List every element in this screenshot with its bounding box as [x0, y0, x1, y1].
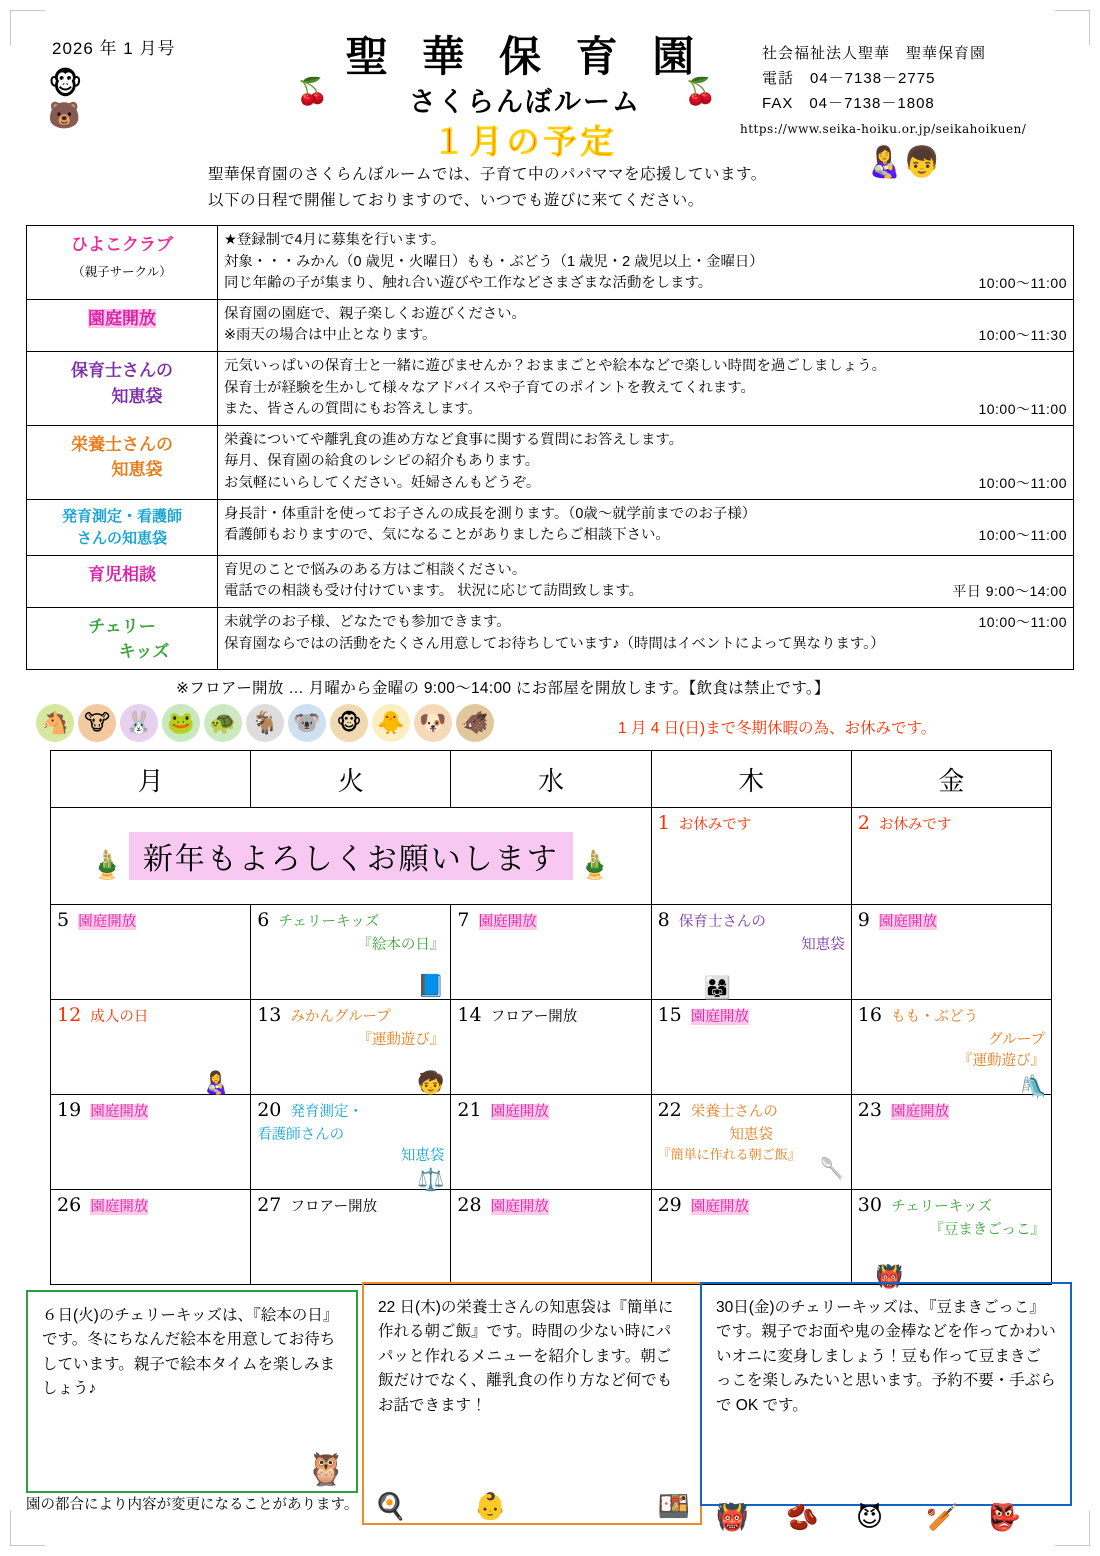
telephone: 電話 04－7138－2775: [762, 70, 936, 87]
new-year-greeting: 新年もよろしくお願いします: [129, 832, 573, 880]
calendar-day-number: 27: [257, 1194, 282, 1216]
calendar-event: 知恵袋: [729, 1127, 773, 1144]
calendar-event: 園庭開放: [90, 1199, 149, 1215]
calendar-event: チェリーキッズ: [891, 1199, 992, 1215]
club-stick-icon: 🏏: [926, 1502, 959, 1532]
mother-child-icon: 👩‍🍼: [202, 1070, 231, 1095]
program-line: 看護師もおりますので、気になることがありましたらご相談下さい。: [224, 527, 670, 544]
program-line: また、皆さんの質問にもお答えします。: [224, 401, 482, 418]
program-line: お気軽にいらしてください。妊婦さんもどうぞ。: [224, 475, 541, 492]
calendar-day-cell: [851, 905, 1051, 1000]
calendar-day-cell: [851, 1000, 1051, 1099]
issue-date: 2026 年 1 月号: [52, 39, 176, 58]
program-line: 未就学のお子様、どなたでも参加できます。: [224, 613, 511, 630]
calendar-event: みかんグループ: [290, 1009, 391, 1025]
calendar-day-number: 19: [57, 1099, 82, 1121]
animal-icon-rabbit: 🐰: [120, 704, 158, 742]
calendar-weekday-fri: 金: [851, 751, 1051, 808]
calendar-day-number: 7: [457, 909, 470, 931]
program-line: 育児のことで悩みのある方はご相談ください。: [224, 561, 527, 578]
calendar-event: 園庭開放: [490, 1199, 549, 1215]
program-body-eiyoshi: [218, 425, 1074, 499]
program-time: 10:00～11:00: [978, 275, 1067, 292]
program-body-cherry: [218, 607, 1074, 669]
beans-icon: 🫘: [786, 1502, 819, 1532]
program-body-enteikaiho: [218, 299, 1074, 351]
calendar-week-2: [51, 905, 1052, 1000]
spoon-icon: 🥄: [819, 1158, 845, 1180]
calendar-event: 『簡単に作れる朝ご飯』: [657, 1147, 801, 1163]
program-time: 10:00～11:00: [978, 475, 1067, 492]
program-body-hiyoko: [218, 226, 1074, 300]
crop-mark-top-left: [10, 10, 45, 45]
table-row: [27, 607, 1074, 669]
calendar-day-cell: [451, 1000, 651, 1095]
table-row: [27, 499, 1074, 555]
room-name: さくらんぼルーム: [409, 87, 641, 117]
meal-tray-icon: 🍱: [657, 1491, 690, 1521]
calendar-day-number: 13: [257, 1004, 282, 1026]
calendar-event: フロアー開放: [290, 1199, 378, 1215]
crop-mark-bottom-right: [1055, 1511, 1090, 1546]
intro-line-2: 以下の日程で開催しておりますので、いつでも遊びに来てください。: [208, 192, 704, 209]
calendar-day-cell: [451, 905, 651, 1000]
calendar-event: 知恵袋: [400, 1148, 445, 1165]
animal-icon-koala: 🐨: [288, 704, 326, 742]
program-line: 保育園ならではの活動をたくさん用意してお待ちしています♪（時間はイベントによって異なります。）: [224, 635, 885, 652]
scale-measure-icon: ⚖️: [416, 1167, 445, 1192]
calendar-day-cell: [651, 1095, 851, 1190]
calendar-event: チェリーキッズ: [278, 914, 380, 930]
picture-book-icon: 📘: [416, 973, 445, 998]
calendar-day-cell: [51, 905, 251, 1000]
page-title: 聖 華 保 育 園: [345, 32, 705, 81]
calendar-day-cell: [651, 905, 851, 1000]
calendar-event: 成人の日: [90, 1009, 149, 1025]
calendar-day-cell: [451, 1190, 651, 1285]
calendar-event: 園庭開放: [690, 1199, 749, 1215]
calendar-event: 園庭開放: [478, 914, 537, 930]
animal-icon-horse: 🐴: [36, 704, 74, 742]
cherry-illustration-left: 🍒: [296, 76, 329, 106]
calendar-day-number: 26: [57, 1194, 82, 1216]
calendar-weekday-tue: 火: [251, 751, 451, 808]
table-row: [27, 299, 1074, 351]
oni-mask-icon-3: 👺: [988, 1502, 1021, 1532]
calendar-day-number: 21: [457, 1099, 482, 1121]
note-text: ６日(火)のチェリーキッズは、『絵本の日』です。冬にちなんだ絵本を用意してお待ちしています。親子で絵本タイムを楽しみましょう♪: [42, 1307, 339, 1398]
program-body-ikuji: [218, 555, 1074, 607]
program-label-sub: 知恵袋: [111, 460, 163, 480]
program-time: 10:00～11:00: [978, 401, 1067, 418]
calendar-day-number: 22: [657, 1099, 682, 1121]
animal-icon-cow: 🐮: [78, 704, 116, 742]
slide-play-icon: 🛝: [1019, 1074, 1047, 1099]
calendar-event: 栄養士さんの: [690, 1104, 778, 1120]
footnote: 園の都合により内容が変更になることがあります。: [26, 1497, 359, 1513]
cherry-illustration-right: 🍒: [684, 76, 717, 106]
calendar-event: 知恵袋: [801, 937, 845, 954]
program-line: 毎月、保育園の給食のレシピの紹介もあります。: [224, 453, 540, 470]
kadomatsu-icon: 🎍: [576, 849, 612, 881]
program-label-hiyoko: [27, 226, 218, 300]
note-text: 30日(金)のチェリーキッズは、『豆まきごっこ』です。親子でお面や鬼の金棒などを作ってかわいいオニに変身しましょう！豆も作って豆まきごっこを楽しみたいと思います。予約不要・手ぶらで OK です。: [716, 1299, 1056, 1414]
animal-icon-dog: 🐶: [414, 704, 452, 742]
calendar-event: フロアー開放: [490, 1009, 578, 1025]
floor-open-note: ※フロアー開放 … 月曜から金曜の 9:00～14:00 にお部屋を開放します。【飲食は禁止です。】: [176, 680, 830, 697]
program-line: ※雨天の場合は中止となります。: [224, 327, 437, 344]
website-url[interactable]: https://www.seika-hoiku.or.jp/seikahoikuen/: [740, 122, 1027, 136]
calendar-event: 発育測定・: [290, 1104, 364, 1120]
program-time: 平日 9:00～14:00: [952, 583, 1067, 600]
calendar-event: お休みです: [879, 817, 952, 833]
animal-icon-monkey: 🐵: [330, 704, 368, 742]
table-row: [27, 226, 1074, 300]
program-line: 同じ年齢の子が集まり、触れ合い遊びや工作などさまざまな活動をします。: [224, 275, 713, 292]
program-line: 保育士が経験を生かして様々なアドバイスや子育てのポイントを教えてくれます。: [224, 379, 755, 396]
program-time: 10:00～11:00: [978, 613, 1067, 630]
program-line: ★登録制で4月に募集を行います。: [224, 232, 446, 248]
calendar-day-number: 5: [57, 909, 70, 931]
crop-mark-bottom-left: [10, 1511, 45, 1546]
program-label-text: チェリー: [88, 616, 156, 636]
calendar-day-cell: [651, 1000, 851, 1095]
calendar-day-number: 28: [457, 1194, 482, 1216]
note-box-cherry-kids-30th: [700, 1282, 1072, 1532]
calendar-day-number: 16: [857, 1004, 882, 1026]
calendar-event: お休みです: [678, 817, 752, 833]
oni-mask-icon-1: 👹: [716, 1502, 749, 1532]
calendar-day-number: 1: [657, 812, 670, 834]
animal-icon-goat: 🐐: [246, 704, 284, 742]
calendar-event: 看護師さんの: [257, 1127, 345, 1144]
program-label-sub: （親子サークル）: [72, 264, 172, 279]
breakfast-plate-icon: 🍳: [374, 1491, 407, 1521]
program-label-text: 栄養士さんの: [71, 434, 173, 454]
program-label-enteikaiho: [27, 299, 218, 351]
calendar-day-number: 30: [857, 1194, 882, 1216]
program-line: 栄養についてや離乳食の進め方など食事に関する質問にお答えします。: [224, 431, 684, 448]
calendar-day-number: 20: [257, 1099, 282, 1121]
calendar-day-cell: [851, 1095, 1051, 1190]
calendar-day-number: 14: [457, 1004, 482, 1026]
calendar-day-cell: [851, 808, 1051, 905]
kagami-mochi-icon: 🎍: [89, 849, 125, 881]
calendar-event: 園庭開放: [490, 1104, 549, 1120]
calendar-week-5: [51, 1190, 1052, 1285]
calendar-event: 園庭開放: [891, 1104, 950, 1120]
winter-holiday-note: 1 月 4 日(日)まで冬期休暇の為、お休みです。: [618, 720, 937, 737]
calendar-event: 『豆まきごっこ』: [929, 1222, 1045, 1239]
program-label-hoikushi: [27, 352, 218, 426]
program-time: 10:00～11:30: [978, 327, 1067, 344]
calendar-day-number: 9: [857, 909, 870, 931]
calendar-day-number: 29: [657, 1194, 682, 1216]
calendar-week-4: [51, 1095, 1052, 1190]
program-label-hatsuiku: [27, 499, 218, 555]
calendar-day-cell: [651, 1190, 851, 1285]
calendar-event: 『絵本の日』: [357, 937, 445, 954]
calendar-day-cell: [251, 1190, 451, 1285]
calendar-event: 園庭開放: [78, 914, 137, 930]
calendar-event: グループ: [988, 1032, 1045, 1049]
calendar-day-number: 12: [57, 1004, 82, 1026]
calendar-day-cell: [251, 1000, 451, 1095]
animal-icon-boar: 🐗: [456, 704, 494, 742]
calendar-event: 園庭開放: [90, 1104, 149, 1120]
program-label-sub: 知恵袋: [111, 386, 163, 406]
calendar-weekday-mon: 月: [51, 751, 251, 808]
calendar-day-number: 23: [857, 1099, 882, 1121]
monkey-bear-illustration: 🐵 🐻: [48, 68, 83, 130]
calendar-week-1: [51, 808, 1052, 905]
note-box-cherry-kids-6th: [26, 1290, 358, 1493]
month-schedule-title: １月の予定: [432, 123, 618, 160]
calendar-day-number: 6: [257, 909, 270, 931]
calendar-day-cell: [451, 1095, 651, 1190]
oni-child-icon: 👹: [875, 1264, 904, 1289]
note-text: 22 日(木)の栄養士さんの知恵袋は『簡単に作れる朝ご飯』です。時間の少ない時にパパッと作れるメニューを紹介します。朝ご飯だけでなく、離乳食の作り方など何でもお話できます！: [378, 1299, 674, 1414]
calendar-event: 園庭開放: [690, 1009, 749, 1025]
calendar-day-cell: [251, 905, 451, 1000]
calendar-day-cell: [51, 1000, 251, 1095]
toddler-icon: 🧒: [416, 1070, 445, 1095]
organization-name: 社会福祉法人聖華 聖華保育園: [762, 45, 987, 62]
calendar-event: 保育士さんの: [678, 914, 766, 930]
new-year-greeting-cell: [51, 808, 652, 905]
calendar-day-cell: [51, 1190, 251, 1285]
calendar-event: 『運動遊び』: [958, 1053, 1045, 1070]
program-line: 電話での相談も受け付けています。 状況に応じて訪問致します。: [224, 583, 644, 600]
parent-child-illustration: 👩‍🍼👦: [866, 146, 941, 179]
program-label-sub: キッズ: [118, 642, 170, 662]
calendar-event: もも・ぶどう: [891, 1009, 979, 1025]
program-label-text: 発育測定・看護師: [61, 507, 182, 525]
program-time: 10:00～11:00: [978, 527, 1067, 544]
program-body-hoikushi: [218, 352, 1074, 426]
animal-icon-frog: 🐸: [162, 704, 200, 742]
calendar-week-3: [51, 1000, 1052, 1095]
program-label-text: ひよこクラブ: [71, 235, 173, 254]
calendar-event: 園庭開放: [879, 914, 938, 930]
program-label-eiyoshi: [27, 425, 218, 499]
table-row: [27, 425, 1074, 499]
fax: FAX 04－7138－1808: [762, 95, 935, 112]
calendar-header-row: [51, 751, 1052, 808]
note-box-nutritionist-22nd: [362, 1282, 702, 1525]
program-label-ikuji: [27, 555, 218, 607]
program-line: 対象・・・みかん（0 歳児・火曜日）もも・ぶどう（1 歳児・2 歳児以上・金曜日）: [224, 253, 764, 270]
calendar-day-cell: [251, 1095, 451, 1190]
program-label-text: 保育士さんの: [71, 361, 173, 381]
table-row: [27, 555, 1074, 607]
oni-mask-icon-2: 😈: [856, 1502, 884, 1532]
intro-line-1: 聖華保育園のさくらんぼルームでは、子育て中のパパママを応援しています。: [208, 166, 767, 183]
program-label-text: 園庭開放: [88, 308, 156, 328]
program-label-text: 育児相談: [88, 564, 156, 584]
animal-icon-turtle: 🐢: [204, 704, 242, 742]
calendar-day-number: 2: [857, 812, 870, 834]
calendar-day-cell: [651, 808, 851, 905]
table-row: [27, 352, 1074, 426]
calendar-day-number: 15: [657, 1004, 682, 1026]
calendar-day-cell: [851, 1190, 1051, 1289]
calendar-event: 『運動遊び』: [357, 1032, 445, 1049]
monthly-calendar: [50, 750, 1052, 1289]
program-line: 身長計・体重計を使ってお子さんの成長を測ります。（0歳～就学前までのお子様）: [224, 505, 757, 522]
program-label-sub: さんの知恵袋: [76, 530, 167, 548]
program-label-cherry: [27, 607, 218, 669]
owl-reading-icon: 🦉: [306, 1451, 346, 1487]
program-line: 保育園の園庭で、親子楽しくお遊びください。: [224, 305, 526, 322]
animal-icon-chick: 🐥: [372, 704, 410, 742]
program-body-hatsuiku: [218, 499, 1074, 555]
calendar-weekday-thu: 木: [651, 751, 851, 808]
baby-eating-icon: 👶: [474, 1491, 507, 1521]
animal-decoration-strip: [36, 704, 494, 742]
program-table: [26, 225, 1074, 670]
program-line: 元気いっぱいの保育士と一緒に遊びませんか？おままごとや絵本などで楽しい時間を過ごしましょう。: [224, 358, 886, 375]
calendar-weekday-wed: 水: [451, 751, 651, 808]
calendar-day-cell: [51, 1095, 251, 1190]
calendar-day-number: 8: [657, 909, 670, 931]
crop-mark-top-right: [1055, 10, 1090, 45]
family-icon: 👨‍👩‍👧: [703, 975, 731, 1000]
